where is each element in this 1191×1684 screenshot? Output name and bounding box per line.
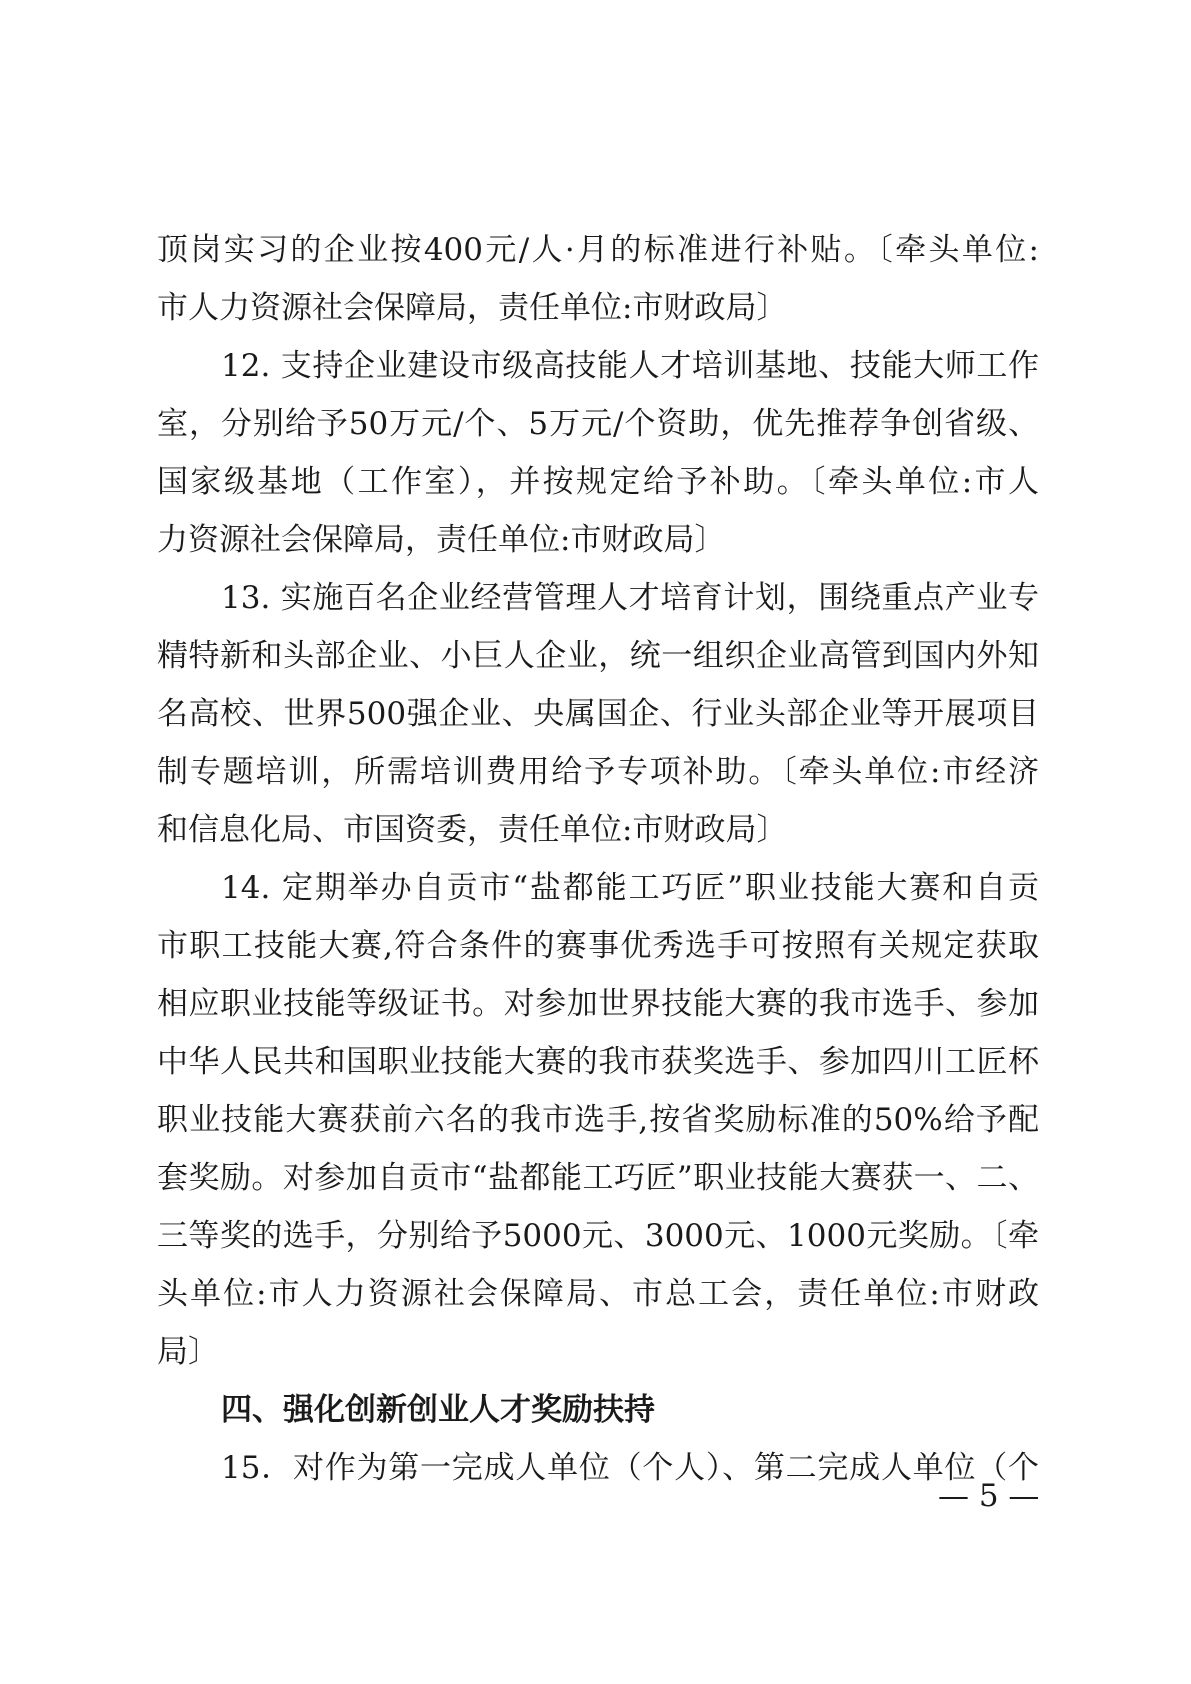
text-line: 相应职业技能等级证书。对参加世界技能大赛的我市选手、参加 — [157, 986, 1039, 1022]
text-line: 市职工技能大赛,符合条件的赛事优秀选手可按照有关规定获取 — [157, 928, 1039, 964]
text-line: 三等奖的选手，分别给予5000元、3000元、1000元奖励。〔牵 — [157, 1218, 1039, 1254]
text-line: 职业技能大赛获前六名的我市选手,按省奖励标准的50%给予配 — [157, 1102, 1039, 1138]
text-line: 中华人民共和国职业技能大赛的我市获奖选手、参加四川工匠杯 — [157, 1044, 1039, 1080]
paragraph-15-start: 15．对作为第一完成人单位（个人）、第二完成人单位（个 — [221, 1450, 1039, 1486]
text-line: 头单位:市人力资源社会保障局、市总工会，责任单位:市财政 — [157, 1276, 1039, 1312]
text-line: 套奖励。对参加自贡市“盐都能工巧匠”职业技能大赛获一、二、 — [157, 1160, 1039, 1196]
page-number: — 5 — — [938, 1478, 1040, 1514]
text-line: 制专题培训，所需培训费用给予专项补助。〔牵头单位:市经济 — [157, 754, 1039, 790]
text-line: 国家级基地（工作室），并按规定给予补助。〔牵头单位:市人 — [157, 464, 1039, 500]
paragraph-12-start: 12. 支持企业建设市级高技能人才培训基地、技能大师工作 — [221, 348, 1039, 384]
text-line: 室，分别给予50万元/个、5万元/个资助，优先推荐争创省级、 — [157, 406, 1039, 442]
paragraph-14-start: 14. 定期举办自贡市“盐都能工巧匠”职业技能大赛和自贡 — [221, 870, 1039, 906]
text-line: 市人力资源社会保障局，责任单位:市财政局〕 — [157, 290, 788, 326]
section-heading: 四、强化创新创业人才奖励扶持 — [221, 1392, 655, 1428]
paragraph-13-start: 13. 实施百名企业经营管理人才培育计划，围绕重点产业专 — [221, 580, 1039, 616]
text-line: 名高校、世界500强企业、央属国企、行业头部企业等开展项目 — [157, 696, 1039, 732]
text-line: 顶岗实习的企业按400元/人·月的标准进行补贴。〔牵头单位: — [157, 232, 1039, 268]
text-line: 局〕 — [157, 1334, 219, 1370]
text-line: 力资源社会保障局，责任单位:市财政局〕 — [157, 522, 726, 558]
text-line: 精特新和头部企业、小巨人企业，统一组织企业高管到国内外知 — [157, 638, 1039, 674]
text-line: 和信息化局、市国资委，责任单位:市财政局〕 — [157, 812, 788, 848]
